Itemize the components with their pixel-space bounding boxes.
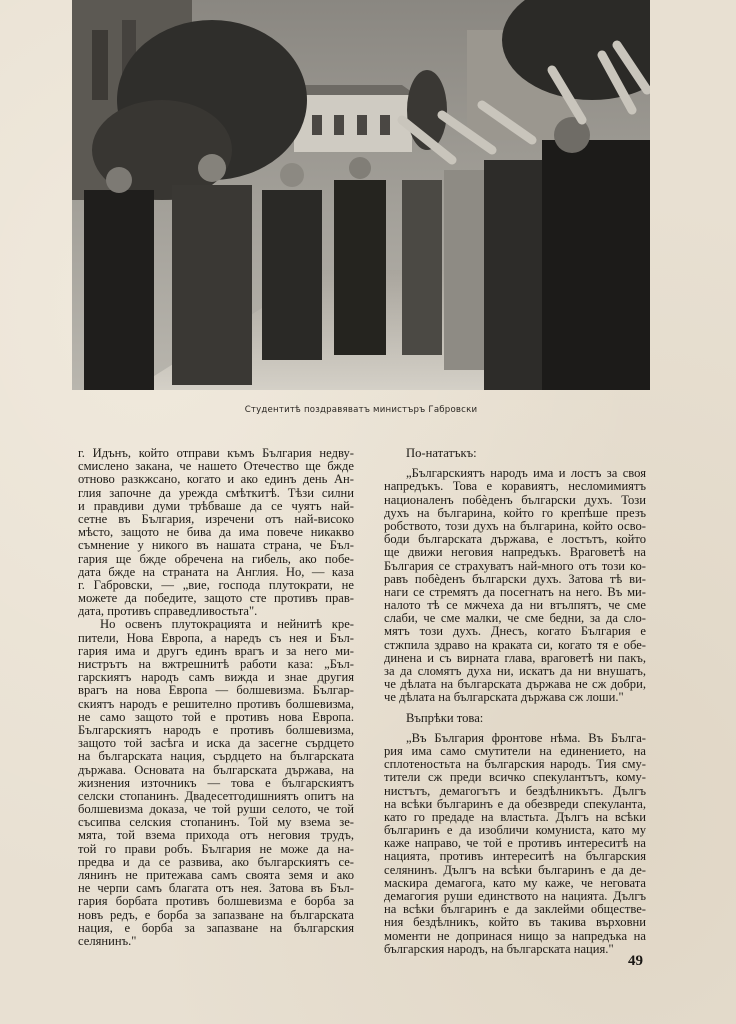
- text-line: мята, той взема прихода отъ неговия трудъ,: [78, 829, 354, 843]
- text-line: мятъ този духъ. Днесъ, когато България е: [384, 625, 646, 639]
- text-line: за да сломятъ духа ни, искатъ да ни внушатъ,: [384, 665, 646, 678]
- text-line: „Българскиятъ народъ има и лостъ за своя: [406, 467, 646, 481]
- text-line: лянинъ не притежава самъ своята земя и ако: [78, 869, 354, 882]
- text-line: каже направо, че той е противъ интереситѣ на: [384, 837, 646, 851]
- text-line: смислено закана, че нашето Отечество ще бжде: [78, 460, 354, 474]
- text-line: Българскиятъ народъ е противъ болшевизма,: [78, 723, 354, 737]
- text-line: глия започне да урежда смѣткитѣ. Тѣзи силни: [78, 486, 354, 500]
- text-line: равъ побѐденъ български духъ. Затова тѣ ви-: [384, 572, 646, 586]
- text-line: маскира демагога, като му каже, че неговата: [384, 876, 646, 890]
- text-line: можете да победите, защото сте противъ прав-: [78, 592, 354, 606]
- photo-students-greeting-minister-icon: [72, 0, 650, 390]
- text-line: дата бжде на страната на Англия. Но, — каза: [78, 565, 354, 579]
- text-line: предва и да се развива, ако българскиятъ се-: [78, 855, 354, 869]
- text-line: селянинъ. Дългъ на всѣки българинъ е да де-: [384, 863, 646, 877]
- text-line: на всѣки българинъ е да заклейми обществе-: [384, 903, 646, 917]
- text-line: селски стопанинъ. Двадесетгодишниятъ опитъ на: [78, 789, 354, 803]
- text-line: духъ на българина, който го крепѣше презъ: [384, 506, 646, 520]
- text-line: държава. Основата на българската държава, на: [78, 763, 354, 777]
- text-line: пители, Нова Европа, а наредъ съ нея и Бъл-: [78, 631, 354, 645]
- text-line: съмнение у никого въ нашата страна, че Бъл-: [78, 539, 354, 553]
- text-line: напредъкъ. Това е коравиятъ, несломимиятъ: [384, 480, 646, 494]
- text-line: като го предаде на властьта. Дългъ на всѣки: [384, 810, 646, 824]
- text-line: новъ редъ, е борба за запазване на българската: [78, 908, 354, 922]
- text-line: нистътъ, демагогътъ и бездѣлникътъ. Дългъ: [384, 784, 646, 798]
- text-line: жизнения източникъ — това е българскиятъ: [78, 776, 354, 790]
- text-line: наги се стремятъ да посегнатъ на него. Въ ми-: [384, 585, 646, 599]
- text-line: тители сж преди всичко спекулантътъ, кому-: [384, 771, 646, 785]
- right-column: [384, 447, 646, 956]
- right-paragraph-2: [384, 732, 646, 956]
- text-line: стжпила здраво на краката си, когато тя е обе-: [384, 638, 646, 652]
- text-line: гарскиятъ народъ самъ вижда и знае другия: [78, 671, 354, 685]
- left-paragraph: [78, 618, 354, 948]
- text-line: националенъ побѐденъ български духъ. Този: [384, 493, 646, 507]
- news-photo: [72, 0, 650, 390]
- spacer: [384, 725, 646, 732]
- text-line: съсипва селския стопанинъ. Той му взема зе-: [78, 816, 354, 830]
- text-line: отново разкжсано, когато и ако единъ день Ан-: [78, 473, 354, 487]
- text-line: нация, е борба за запазване на българския: [78, 921, 354, 935]
- text-line: боди българската държава, е лостътъ, който: [384, 533, 646, 547]
- text-line: сетне въ България, изречени отъ най-високо: [78, 512, 354, 526]
- text-line: нацията, противъ интереситѣ на българския: [384, 850, 646, 864]
- text-line: гария борбата противъ болшевизма е борба за: [78, 895, 354, 909]
- heading-po-natataka: По-нататъкъ:: [406, 447, 477, 460]
- text-line: врагъ на нова Европа — болшевизма. Българ-: [78, 684, 354, 698]
- text-line: налото тѣ се мжчеха да ни втълпятъ, че сме: [384, 599, 646, 613]
- text-line: нистрътъ на вжтрешнитѣ работи каза: „Бъл-: [78, 658, 354, 671]
- text-line: че дѣлата на българската държава не сж добри,: [384, 678, 646, 692]
- text-line: моменти не допринася нищо за напредъка на: [384, 929, 646, 943]
- spacer: [384, 460, 646, 467]
- right-paragraph-1: [384, 467, 646, 704]
- heading-vapreki-tova: Въпрѣки това:: [406, 711, 484, 725]
- text-line: защото той засѣга и иска да засегне сърдцето: [78, 737, 354, 751]
- text-line: скиятъ народъ е решително противъ болшевизма,: [78, 697, 354, 711]
- text-line: Но освенъ плутокрацията и нейнитѣ кре-: [100, 618, 354, 632]
- text-line: робството, този духъ на българина, който осво-: [384, 519, 646, 533]
- text-line: болшевизма доказа, че той руши селото, че той: [78, 803, 354, 817]
- text-line: на всѣки българинъ е да обезвреди спекуланта,: [384, 797, 646, 811]
- text-line: дата, противъ справедливостьта".: [78, 605, 258, 619]
- left-column: [78, 447, 354, 948]
- text-line: че дѣлата на българската държава сж лоши.": [384, 691, 624, 705]
- text-line: той го прави робъ. България не може да на-: [78, 842, 354, 856]
- text-line: България се страхуватъ най-много отъ този ко-: [384, 559, 646, 573]
- text-line: и правдиви думи трѣбваше да се чуятъ най-: [78, 499, 354, 513]
- text-line: българинъ е да изобличи комуниста, като му: [384, 824, 646, 838]
- text-line: не черпи самъ благата отъ нея. Затова въ Бъл-: [78, 882, 354, 896]
- text-line: не само защото той е противъ нова Европа.: [78, 710, 354, 724]
- text-line: „Въ България фронтове нѣма. Въ Бълга-: [406, 731, 646, 745]
- text-line: ще движи неговия напредъкъ. Враговетѣ на: [384, 546, 646, 560]
- text-line: сплотеностьта на българския народъ. Тия сму-: [384, 758, 646, 772]
- text-line: българския народъ, на българската нация.": [384, 942, 614, 956]
- text-line: г. Габровски, — „вие, господа плутократи, не: [78, 578, 354, 592]
- text-line: на българската нация, сърдцето на българската: [78, 750, 354, 764]
- text-line: мѣсто, защото не бива да има повече никакво: [78, 526, 354, 540]
- text-line: динена и съ вирната глава, враговетѣ ни пакъ,: [384, 651, 646, 665]
- page-number: 49: [628, 953, 643, 969]
- spacer: [384, 705, 646, 712]
- text-line: г. Идънъ, който отправи къмъ България недву-: [78, 447, 354, 460]
- text-line: гария има и другъ единъ врагъ и за него ми-: [78, 644, 354, 658]
- text-line: ния бездѣлникъ, който въ такива върховни: [384, 916, 646, 930]
- photo-caption: Студентитѣ поздравяватъ министъръ Габровски: [244, 405, 478, 415]
- left-paragraph: [78, 447, 354, 618]
- text-line: рия има само смутители на единението, на: [384, 744, 646, 758]
- text-line: гария ще бжде обречена на гибель, ако побе-: [78, 552, 354, 566]
- text-line: слаби, че сме малки, че сме бедни, за да сло-: [384, 612, 646, 626]
- text-line: селянинъ.": [78, 934, 137, 948]
- text-line: демагогия руши единството на нацията. Дългъ: [384, 890, 646, 903]
